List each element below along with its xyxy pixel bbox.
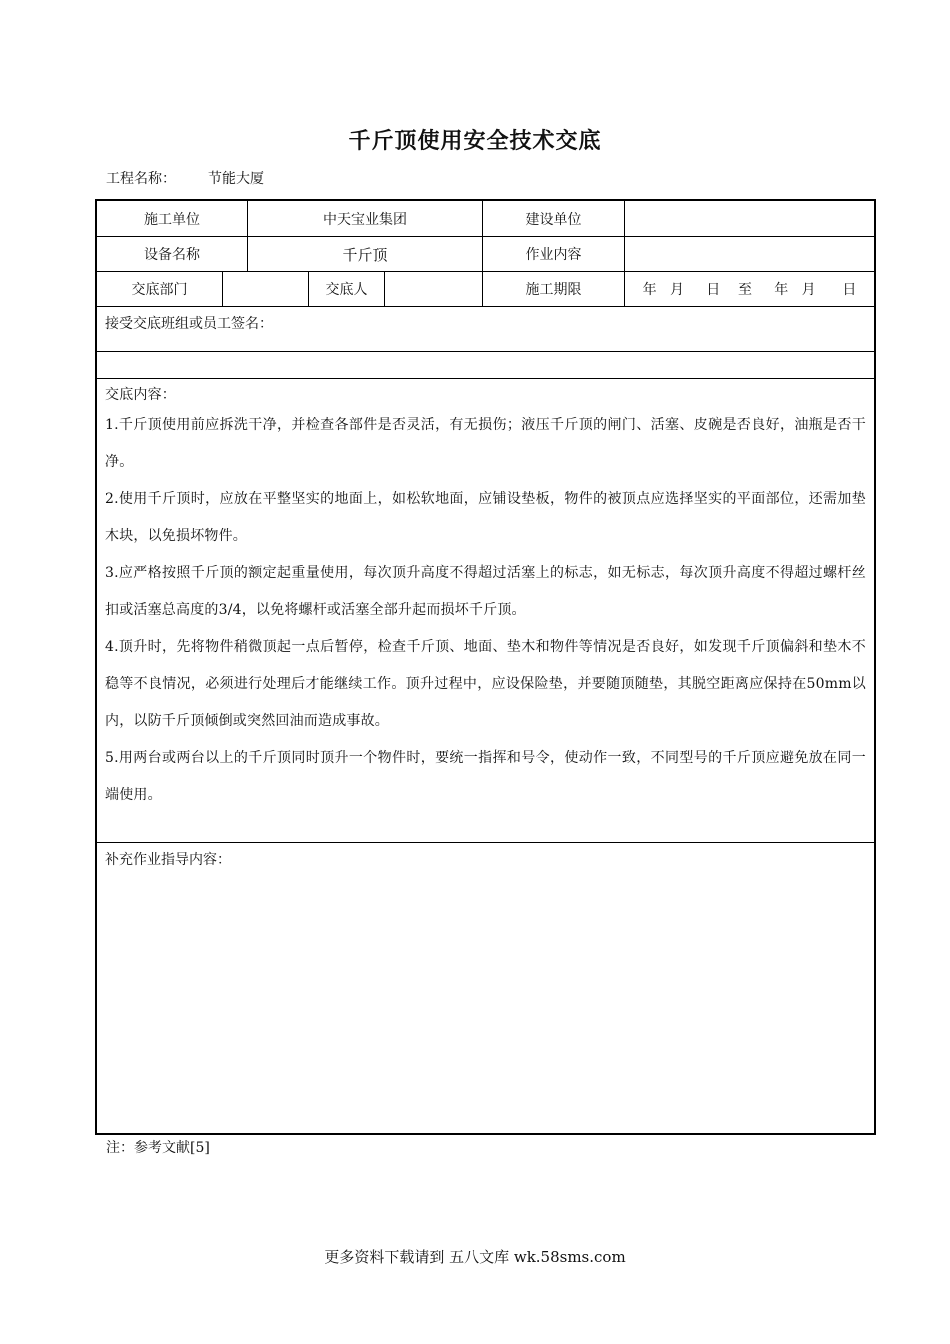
equipment-label: 设备名称: [97, 237, 248, 272]
signature-blank-row: [97, 352, 874, 379]
project-name-label: 工程名称：: [106, 171, 176, 187]
content-item-1: 1.千斤顶使用前应拆洗干净，并检查各部件是否灵活，有无损伤；液压千斤顶的闸门、活塞、皮碗是否良好，油瓶是否干净。: [105, 417, 866, 470]
content-item-3: 3.应严格按照千斤顶的额定起重量使用，每次顶升高度不得超过活塞上的标志，如无标志，每次顶升高度不得超过螺杆丝扣或活塞总高度的3/4，以免将螺杆或活塞全部升起而损坏千斤顶。: [105, 565, 866, 618]
equipment-value: 千斤顶: [248, 237, 483, 272]
period-value: 年 月 日 至 年 月 日: [625, 272, 874, 307]
period-label: 施工期限: [483, 272, 625, 307]
person-label: 交底人: [309, 272, 385, 307]
work-content-value: [625, 237, 874, 272]
disclosure-table: [95, 199, 876, 1135]
person-value: [385, 272, 483, 307]
dept-label: 交底部门: [97, 272, 223, 307]
footer-text: 更多资料下载请到 五八文库 wk.58sms.com: [324, 1248, 626, 1266]
owner-unit-label: 建设单位: [483, 201, 625, 237]
supplement-label: 补充作业指导内容：: [105, 852, 231, 868]
content-item-4: 4.顶升时，先将物件稍微顶起一点后暂停，检查千斤顶、地面、垫木和物件等情况是否良好，如发现千斤顶偏斜和垫木不稳等不良情况，必须进行处理后才能继续工作。顶升过程中，应设保险垫，并要随顶随垫，其脱空距离应保持在50mm以内，以防千斤顶倾倒或突然回油而造成事故。: [105, 639, 866, 729]
page-title: 千斤顶使用安全技术交底: [348, 129, 602, 154]
project-name-value: 节能大厦: [208, 171, 264, 187]
owner-unit-value: [625, 201, 874, 237]
dept-value: [223, 272, 309, 307]
construction-unit-value: 中天宝业集团: [248, 201, 483, 237]
content-item-2: 2.使用千斤顶时，应放在平整坚实的地面上，如松软地面，应铺设垫板，物件的被顶点应选择坚实的平面部位，还需加垫木块，以免损坏物件。: [105, 491, 866, 544]
content-section: [97, 379, 874, 843]
construction-unit-label: 施工单位: [97, 201, 248, 237]
reference-note: 注：参考文献[5]: [106, 1140, 210, 1156]
content-item-5: 5.用两台或两台以上的千斤顶同时顶升一个物件时，要统一指挥和号令，使动作一致，不同型号的千斤顶应避免放在同一端使用。: [105, 750, 866, 803]
content-label: 交底内容：: [105, 387, 176, 403]
project-name-row: [106, 168, 264, 188]
supplement-section: [97, 843, 874, 1133]
signature-row: [97, 307, 874, 352]
signature-label: 接受交底班组或员工签名：: [105, 316, 273, 332]
work-content-label: 作业内容: [483, 237, 625, 272]
